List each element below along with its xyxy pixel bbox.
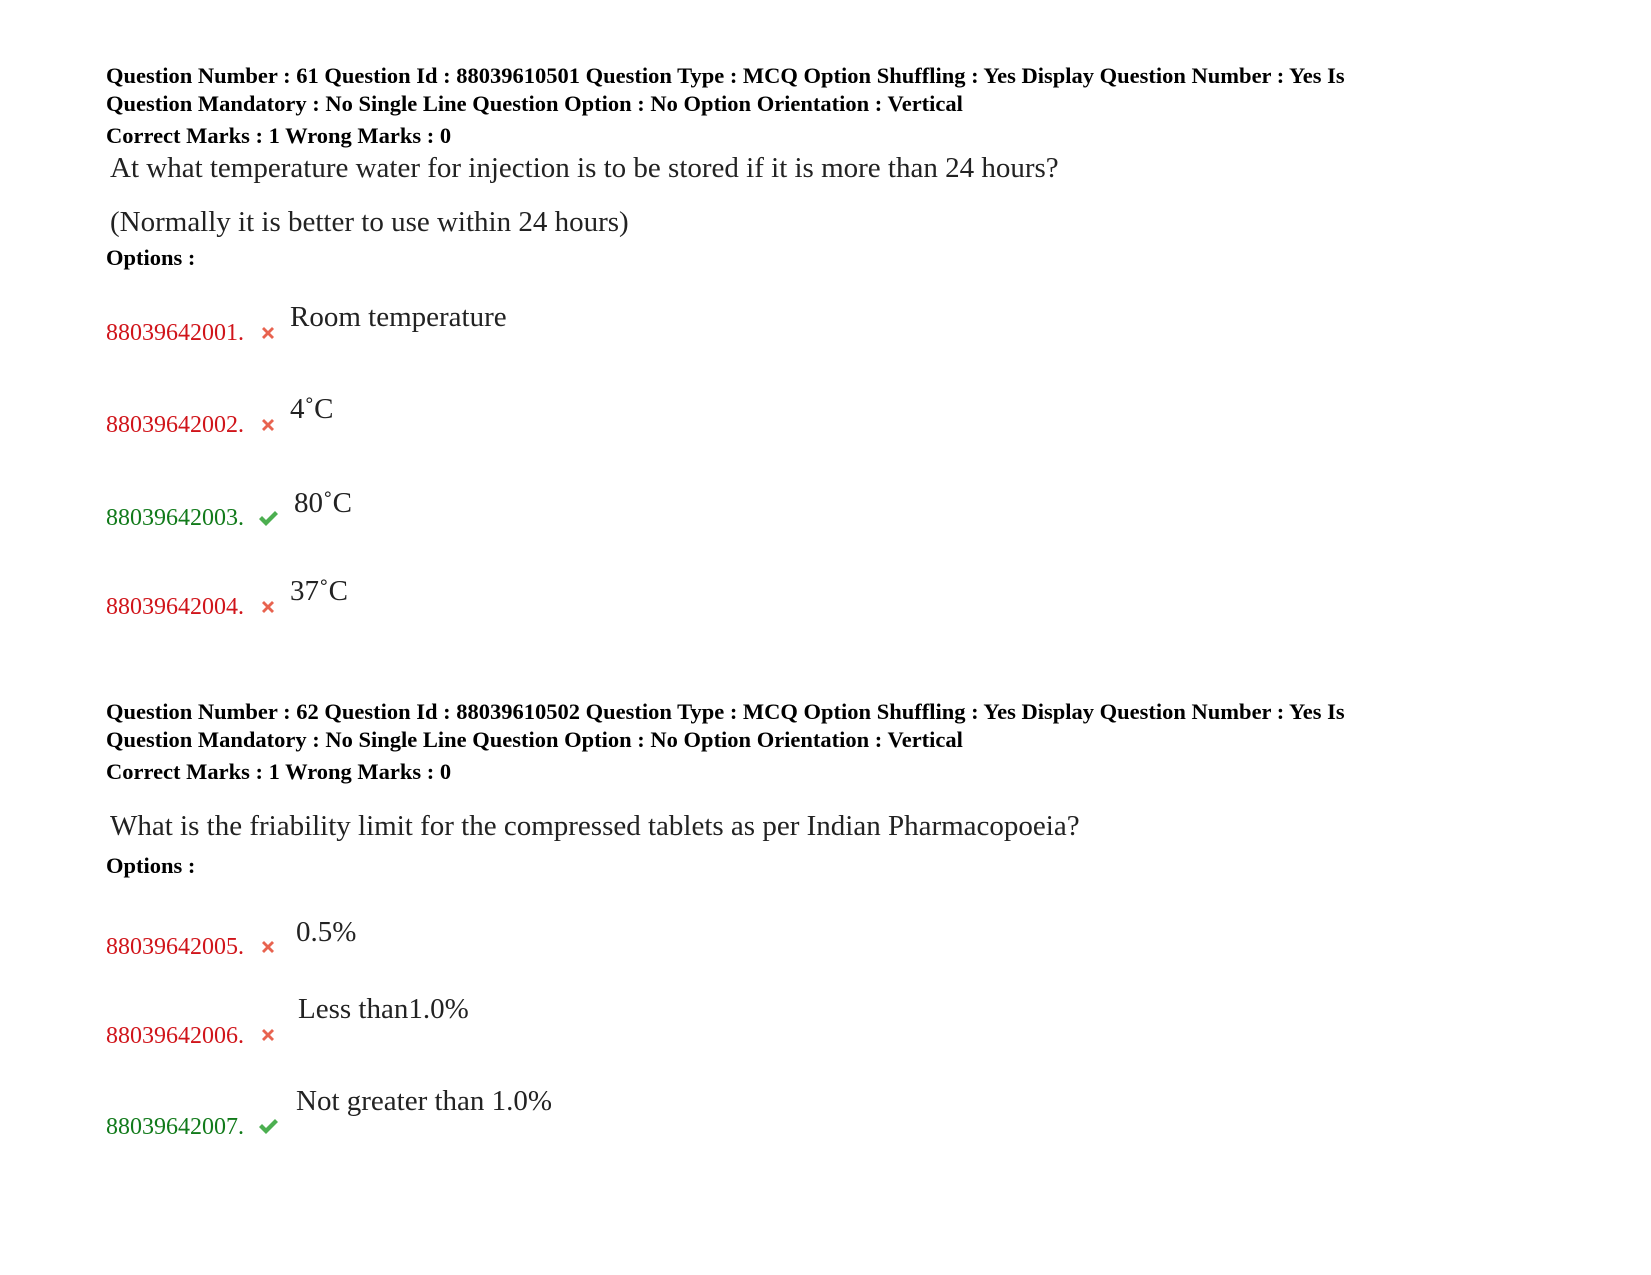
option-id: 88039642005. [106,934,244,960]
option-88039642003 [106,487,806,533]
check-icon [256,508,280,528]
option-id: 88039642001. [106,320,244,346]
question-text-line1: What is the friability limit for the compressed tablets as per Indian Pharmacopoeia? [110,810,1080,842]
question-meta-line2: Question Mandatory : No Single Line Question Option : No Option Orientation : Vertical [106,727,963,752]
option-text: 37˚C [290,575,348,607]
cross-icon [258,415,278,435]
cross-icon [258,323,278,343]
option-id: 88039642004. [106,594,244,620]
options-label: Options : [106,853,196,878]
question-text-line1: At what temperature water for injection is to be stored if it is more than 24 hours? [110,152,1059,184]
cross-icon [258,597,278,617]
question-marks: Correct Marks : 1 Wrong Marks : 0 [106,759,452,784]
option-88039642007 [106,1085,806,1142]
question-62 [106,698,1345,880]
option-text: 80˚C [294,487,352,519]
option-id: 88039642002. [106,412,244,438]
question-61 [106,62,1345,272]
option-text: 0.5% [296,916,357,948]
option-88039642006 [106,993,806,1053]
check-icon [256,1116,280,1136]
cross-icon [258,937,278,957]
option-88039642002 [106,393,806,440]
option-88039642005 [106,916,806,962]
option-id: 88039642006. [106,1023,244,1049]
option-id: 88039642007. [106,1114,244,1140]
option-text: Room temperature [290,301,507,333]
cross-icon [258,1025,278,1045]
option-id: 88039642003. [106,505,244,531]
option-text: Not greater than 1.0% [296,1085,553,1117]
question-meta-line1: Question Number : 62 Question Id : 88039610502 Question Type : MCQ Option Shuffling : Yes Display Question Number : Yes Is [106,699,1345,724]
options-label: Options : [106,245,196,270]
question-meta-line1: Question Number : 61 Question Id : 88039610501 Question Type : MCQ Option Shuffling : Yes Display Question Number : Yes Is [106,63,1345,88]
question-text-line2: (Normally it is better to use within 24 hours) [110,206,629,238]
question-marks: Correct Marks : 1 Wrong Marks : 0 [106,123,452,148]
option-88039642001 [106,301,806,348]
question-meta-line2: Question Mandatory : No Single Line Question Option : No Option Orientation : Vertical [106,91,963,116]
option-text: Less than1.0% [298,993,469,1025]
option-88039642004 [106,575,806,622]
option-text: 4˚C [290,393,334,425]
